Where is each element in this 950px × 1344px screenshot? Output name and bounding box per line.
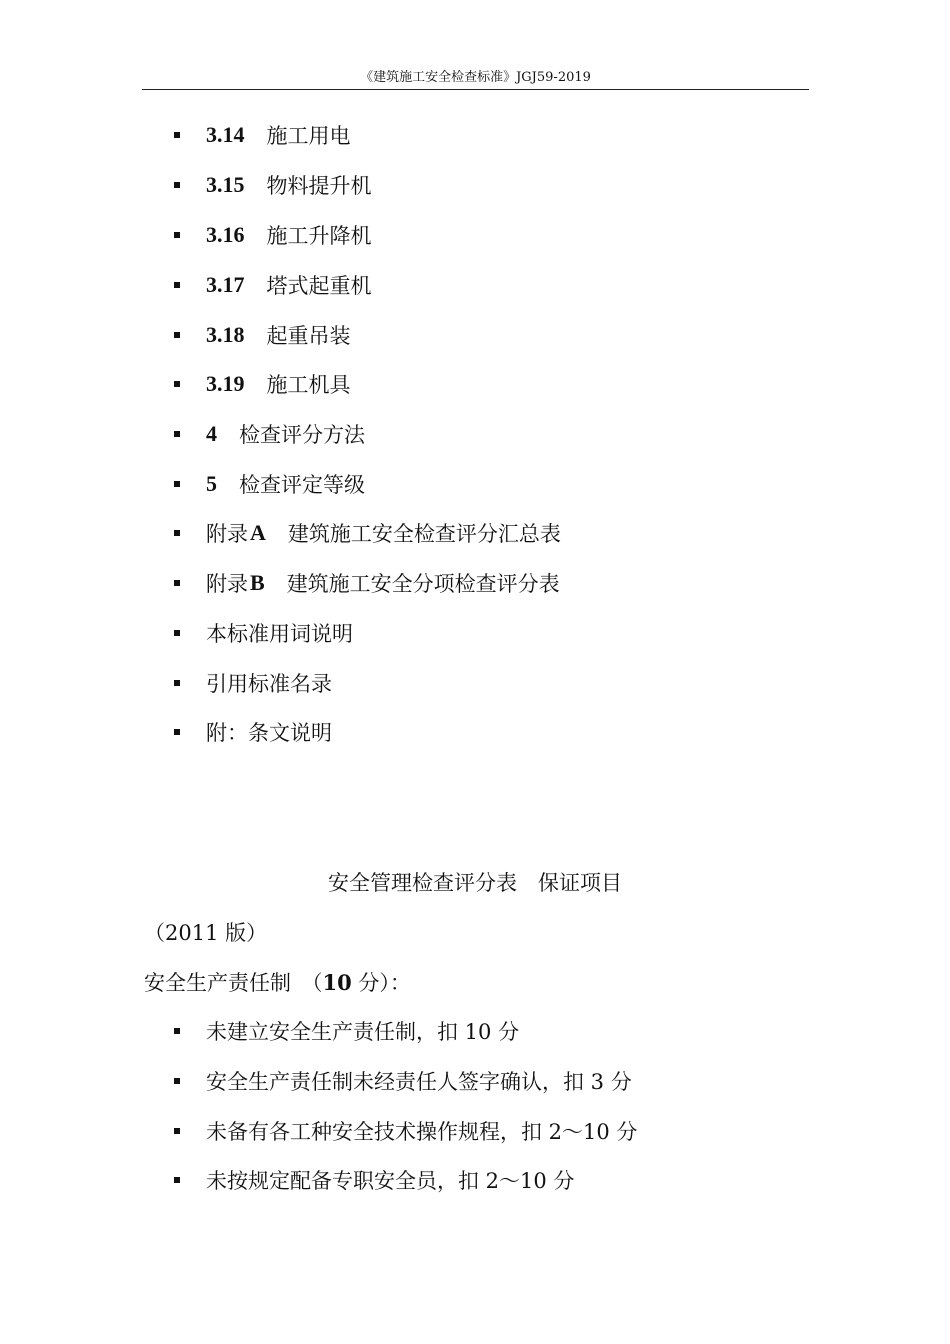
appendix-title: 建筑施工安全检查评分汇总表 xyxy=(287,522,561,546)
toc-appendix-item xyxy=(170,568,560,598)
toc-item xyxy=(170,220,372,250)
toc-item xyxy=(170,320,351,350)
bullet-icon xyxy=(174,332,180,338)
toc-plain-title: 引用标准名录 xyxy=(206,672,332,696)
toc-item-number: 4 xyxy=(206,421,217,446)
bullet-icon xyxy=(174,132,180,138)
bullet-icon xyxy=(174,530,180,536)
toc-item-title: 检查评定等级 xyxy=(239,473,365,497)
toc-item xyxy=(170,469,365,499)
appendix-prefix: 附录 xyxy=(206,572,248,596)
appendix-prefix: 附录 xyxy=(206,522,248,546)
toc-item xyxy=(170,419,365,449)
bullet-icon xyxy=(174,381,180,387)
toc-item-number: 3.16 xyxy=(206,222,245,247)
subsection-heading xyxy=(144,967,411,997)
toc-item-number: 3.14 xyxy=(206,122,245,147)
toc-item-title: 塔式起重机 xyxy=(266,274,372,298)
bullet-icon xyxy=(174,630,180,636)
running-header xyxy=(142,69,809,90)
subsection-heading-text: 安全生产责任制 （ xyxy=(144,971,323,995)
toc-item-title: 检查评分方法 xyxy=(239,423,365,447)
bullet-icon xyxy=(174,282,180,288)
appendix-letter: B xyxy=(250,570,265,595)
toc-plain-title: 本标准用词说明 xyxy=(206,622,353,646)
deduction-rule-text: 安全生产责任制未经责任人签字确认，扣 3 分 xyxy=(206,1070,632,1094)
toc-item-title: 起重吊装 xyxy=(266,324,351,348)
bullet-icon xyxy=(174,1028,180,1034)
appendix-title: 建筑施工安全分项检查评分表 xyxy=(286,572,560,596)
toc-plain-item xyxy=(170,717,332,747)
toc-item-title: 施工用电 xyxy=(266,124,351,148)
toc-item xyxy=(170,120,351,150)
section-title: 安全管理检查评分表 保证项目 xyxy=(328,871,622,895)
bullet-icon xyxy=(174,431,180,437)
deduction-rule xyxy=(170,1016,519,1046)
bullet-icon xyxy=(174,580,180,586)
deduction-rule xyxy=(170,1165,574,1195)
bullet-icon xyxy=(174,1078,180,1084)
deduction-rule-text: 未按规定配备专职安全员，扣 2～10 分 xyxy=(206,1169,575,1193)
toc-item-title: 施工机具 xyxy=(266,373,351,397)
bullet-icon xyxy=(174,680,180,686)
toc-item-title: 施工升降机 xyxy=(266,224,372,248)
subsection-heading-suffix: 分）： xyxy=(351,971,411,995)
toc-plain-title: 附：条文说明 xyxy=(206,721,332,745)
toc-item-number: 3.17 xyxy=(206,272,245,297)
toc-item-number: 3.19 xyxy=(206,371,245,396)
deduction-rule xyxy=(170,1066,632,1096)
bullet-icon xyxy=(174,232,180,238)
subsection-points: 10 xyxy=(322,970,352,995)
toc-plain-item xyxy=(170,668,332,698)
appendix-letter: A xyxy=(250,520,266,545)
bullet-icon xyxy=(174,1177,180,1183)
deduction-rule-text: 未备有各工种安全技术操作规程，扣 2～10 分 xyxy=(206,1120,638,1144)
toc-plain-item xyxy=(170,618,353,648)
bullet-icon xyxy=(174,481,180,487)
toc-appendix-item xyxy=(170,518,561,548)
toc-item-number: 3.15 xyxy=(206,172,245,197)
toc-item-number: 3.18 xyxy=(206,322,245,347)
toc-item xyxy=(170,270,372,300)
running-header-title: 《建筑施工安全检查标准》JGJ59-2019 xyxy=(360,70,591,85)
bullet-icon xyxy=(174,729,180,735)
toc-item xyxy=(170,369,351,399)
edition-label: （2011 版） xyxy=(144,921,268,945)
bullet-icon xyxy=(174,1128,180,1134)
toc-item xyxy=(170,170,372,200)
bullet-icon xyxy=(174,182,180,188)
deduction-rule xyxy=(170,1116,637,1146)
deduction-rule-text: 未建立安全生产责任制，扣 10 分 xyxy=(206,1020,520,1044)
toc-item-title: 物料提升机 xyxy=(266,174,372,198)
toc-item-number: 5 xyxy=(206,471,217,496)
